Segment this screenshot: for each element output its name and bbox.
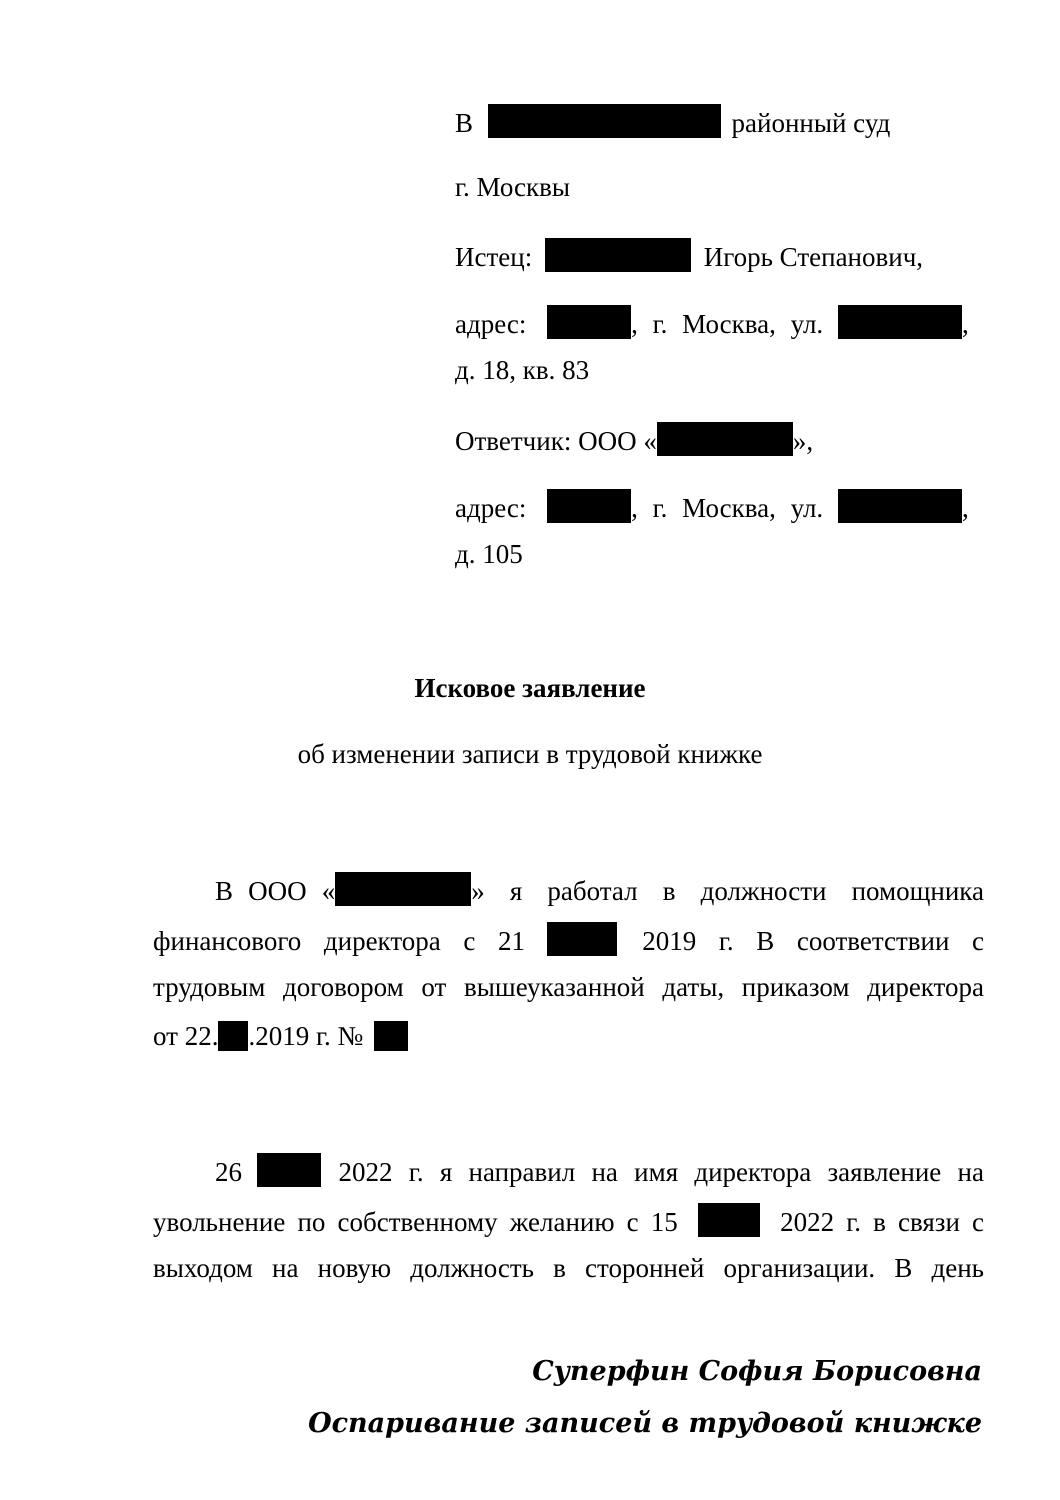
para1-line1 [215,872,984,907]
redaction-defendant-index [547,489,631,523]
redaction-plaintiff-index [547,305,631,339]
para1-l1a: В ООО « [215,876,336,906]
defendant-addr-label: адрес: [455,493,527,523]
plaintiff-line [455,238,923,273]
redaction-court [488,104,721,138]
para1-line2 [153,922,984,957]
defendant-addr-end: , [961,493,969,523]
defendant-end: », [792,426,814,456]
para2-l1a: 26 [215,1157,242,1187]
redaction-month-3 [698,1203,760,1237]
document-subtitle: об изменении записи в трудовой книжке [297,739,763,769]
plaintiff-label: Истец: [455,242,533,272]
court-prefix: В [455,108,474,138]
document-title: Исковое заявление [414,673,646,703]
plaintiff-addr-end: , [961,309,969,339]
redaction-order-number [374,1021,408,1051]
defendant-house-line: д. 105 [455,539,523,569]
plaintiff-name: Игорь Степанович, [703,242,924,272]
para2-l1b: 2022 г. я направил на имя директора заявление на [338,1157,984,1187]
para2-line1 [215,1153,984,1188]
plaintiff-house-line: д. 18, кв. 83 [455,355,590,385]
defendant-label: Ответчик: ООО « [455,426,657,456]
redaction-month-1 [547,922,617,956]
para1-l2a: финансового директора с 21 [153,926,525,956]
para1-l4a: от 22. [153,1021,219,1051]
para1-line4 [153,1020,408,1052]
redaction-month-2 [257,1153,321,1187]
defendant-addr-city: , г. Москва, ул. [631,493,824,523]
plaintiff-addr-city: , г. Москва, ул. [631,309,824,339]
redaction-order-month [218,1021,248,1051]
court-line [455,104,890,139]
redaction-defendant-street [838,489,962,523]
footer-topic: Оспаривание записей в трудовой книжке [308,1408,982,1439]
para2-line2 [153,1203,984,1238]
plaintiff-addr-label: адрес: [455,309,527,339]
redaction-plaintiff-street [838,305,962,339]
redaction-plaintiff-surname [545,238,691,272]
court-suffix: районный суд [731,108,891,138]
para1-line3: трудовым договором от вышеуказанной даты, приказом директора [153,972,984,1002]
redaction-company-1 [335,872,471,906]
footer-author: Суперфин София Борисовна [532,1356,982,1387]
plaintiff-address-line [455,305,984,340]
defendant-address-line [455,489,984,524]
para2-l2b: 2022 г. в связи с [780,1207,985,1237]
redaction-defendant-name [657,422,793,456]
para2-l2a: увольнение по собственному желанию с 15 [153,1207,678,1237]
city-line: г. Москвы [455,172,571,202]
para1-l4b: .2019 г. № [248,1021,364,1051]
para1-l2b: 2019 г. В соответствии с [642,926,985,956]
defendant-line [455,422,813,457]
para2-line3: выходом на новую должность в сторонней организации. В день [153,1253,984,1283]
para1-l1b: » я работал в должности помощника [471,876,984,906]
